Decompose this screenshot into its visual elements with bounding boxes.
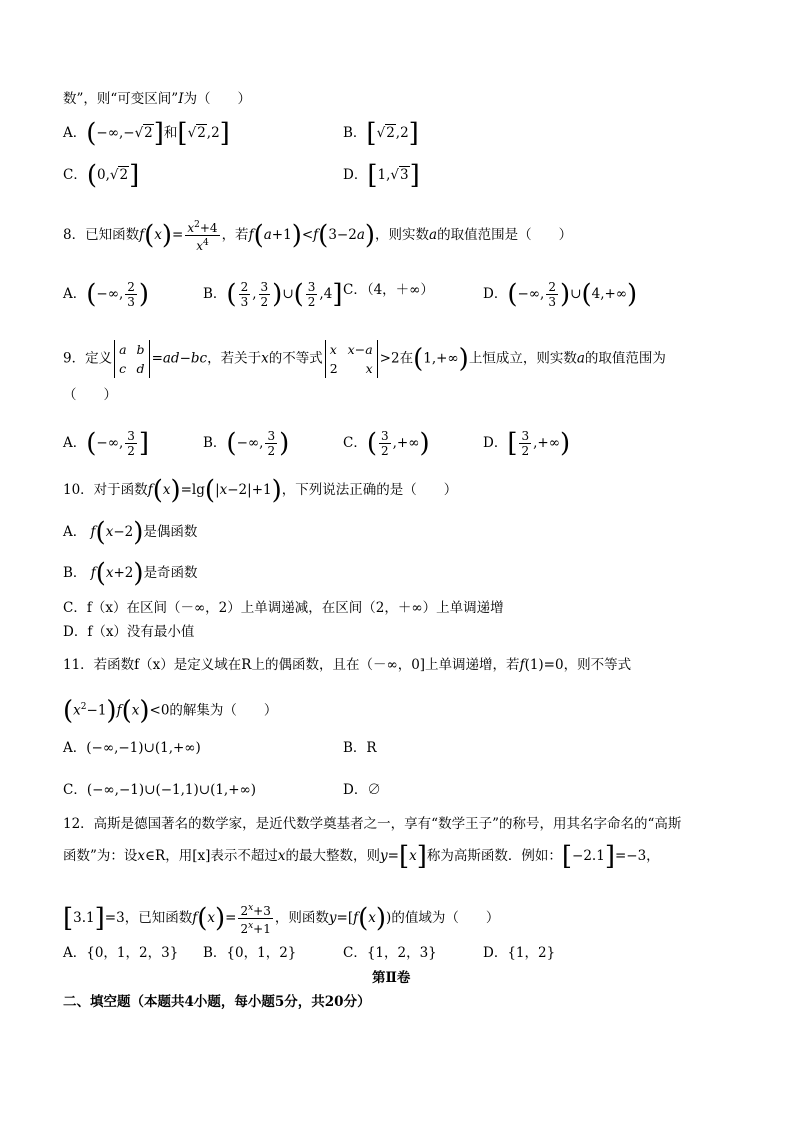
q11-option-a: A．(−∞,−1)∪(1,+∞) (63, 740, 201, 756)
q7-option-a: A．(−∞,−√2]和[√2,2] (63, 118, 230, 149)
q12-option-d: D．{1，2} (483, 945, 556, 961)
q9-option-a: A．(−∞, $\frac{3}{2}$ ] (63, 428, 150, 459)
q9-option-d: D．[ $\frac{3}{2}$ ,+∞) (483, 428, 571, 459)
q11-option-d: D．∅ (343, 782, 381, 798)
q7-stem: 数”，则“可变区间”I为（ ） (63, 91, 252, 107)
q8-option-c: C．（4，＋∞） (343, 282, 434, 298)
q10-option-b: B． f(x+2)是奇函数 (63, 558, 198, 589)
q12-option-b: B．{0，1，2} (203, 945, 297, 961)
q12-option-c: C．{1，2，3} (343, 945, 437, 961)
q10-stem: 10．对于函数f(x)=lg(|x−2|+1)，下列说法正确的是（ ） (63, 475, 458, 506)
q12-stem-2: 函数”为：设x∈R，用[x]表示不超过x的最大整数，则y=[x]称为高斯函数．例如：[−2.1]=−3， (63, 841, 660, 872)
q12-option-a: A．{0，1，2，3} (63, 945, 179, 961)
q11-option-b: B．R (343, 740, 377, 756)
q9-option-c: C．( $\frac{3}{2}$ ,+∞) (343, 428, 430, 459)
q8-option-b: B．( $\frac{2}{3}$ , $\frac{3}{2}$ )∪( $\frac{3}{2}$ ,4] (203, 279, 343, 310)
q9-stem: 9．定义 a c b d =ad−bc，若关于x的不等式 x 2 x−a x >2在(1,+∞)上恒成立，则实数a的取值范围为 (63, 342, 666, 376)
q10-option-a: A． f(x−2)是偶函数 (63, 517, 198, 548)
q8-option-a: A．(−∞, $\frac{2}{3}$ ) (63, 279, 150, 310)
q7-option-d: D．[1,√3] (343, 160, 420, 191)
q12-stem-3: [3.1]=3，已知函数f(x)= $\frac{2^x+3}{2^x+1}$ ，则函数y=[f(x))的值域为（ ） (63, 903, 500, 936)
q7-option-b: B．[√2,2] (343, 118, 419, 149)
q10-option-d: D．f（x）没有最小值 (63, 624, 195, 640)
q7-option-c: C．(0,√2] (63, 160, 140, 191)
q9-option-b: B．(−∞, $\frac{3}{2}$ ) (203, 428, 290, 459)
q11-stem: 11．若函数f（x）是定义域在R上的偶函数，且在（－∞，0]上单调递增，若f(1)=0，则不等式 (63, 657, 632, 673)
q11-option-c: C．(−∞,−1)∪(−1,1)∪(1,+∞) (63, 782, 257, 798)
q11-stem-2: $(x^2-1)f(x)<0$的解集为（ ） (63, 696, 278, 726)
q10-option-c: C．f（x）在区间（－∞，2）上单调递减，在区间（2，＋∞）上单调递增 (63, 600, 504, 616)
q12-stem-1: 12．高斯是德国著名的数学家，是近代数学奠基者之一，享有“数学王子”的称号，用其名字命名的“高斯 (63, 816, 682, 832)
q9-paren: （ ） (63, 387, 117, 403)
part-2-heading: 第Ⅱ卷 (372, 970, 411, 986)
q8-option-d: D．(−∞, $\frac{2}{3}$ )∪(4,+∞) (483, 279, 638, 310)
section-2-heading: 二、填空题（本题共4小题，每小题5分，共20分） (63, 994, 371, 1010)
q8-stem: 8．已知函数f(x)= $\frac{x^2+4}{x^4}$ ，若f(a+1)<f(3−2a)，则实数a的取值范围是（ ） (63, 220, 573, 253)
